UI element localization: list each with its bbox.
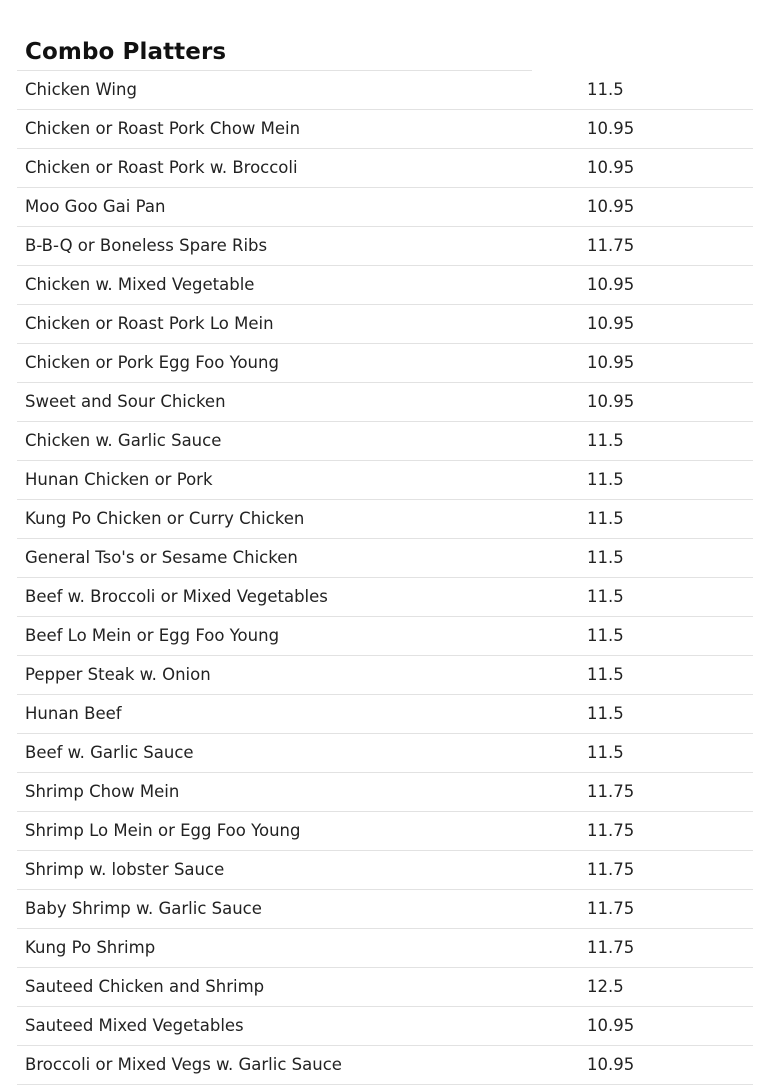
menu-item-row[interactable] (17, 422, 753, 461)
menu-item-row[interactable] (17, 968, 753, 1007)
menu-item-name: Hunan Beef (25, 704, 122, 723)
menu-item-price: 10.95 (587, 119, 635, 138)
menu-item-row[interactable] (17, 149, 753, 188)
menu-item-name: Chicken or Roast Pork Lo Mein (25, 314, 274, 333)
menu-item-row[interactable] (17, 1007, 753, 1046)
menu-item-row[interactable] (17, 188, 753, 227)
menu-item-row[interactable] (17, 344, 753, 383)
menu-item-price: 11.5 (587, 431, 624, 450)
menu-item-row[interactable] (17, 617, 753, 656)
menu-item-name: Sweet and Sour Chicken (25, 392, 226, 411)
menu-item-price: 11.5 (587, 587, 624, 606)
menu-item-price: 11.75 (587, 821, 635, 840)
menu-item-price: 11.75 (587, 860, 635, 879)
menu-item-price: 11.5 (587, 665, 624, 684)
menu-item-row[interactable] (17, 71, 753, 110)
menu-item-row[interactable] (17, 1046, 753, 1085)
menu-item-price: 10.95 (587, 353, 635, 372)
menu-item-name: Beef w. Broccoli or Mixed Vegetables (25, 587, 328, 606)
menu-item-price: 11.75 (587, 782, 635, 801)
menu-item-price: 12.5 (587, 977, 624, 996)
menu-item-name: Chicken or Roast Pork Chow Mein (25, 119, 301, 138)
menu-item-row[interactable] (17, 851, 753, 890)
menu-item-price: 11.5 (587, 80, 624, 99)
menu-item-name: Chicken or Pork Egg Foo Young (25, 353, 279, 372)
menu-item-row[interactable] (17, 539, 753, 578)
menu-item-row[interactable] (17, 734, 753, 773)
menu-item-price: 10.95 (587, 1016, 635, 1035)
menu-section-combo-platters (17, 0, 753, 1085)
menu-item-price: 11.5 (587, 704, 624, 723)
menu-item-row[interactable] (17, 461, 753, 500)
menu-item-name: Beef Lo Mein or Egg Foo Young (25, 626, 280, 645)
menu-item-row[interactable] (17, 266, 753, 305)
menu-item-name: Baby Shrimp w. Garlic Sauce (25, 899, 262, 918)
menu-item-price: 11.5 (587, 626, 624, 645)
menu-item-price: 11.75 (587, 236, 635, 255)
menu-item-name: General Tso's or Sesame Chicken (25, 548, 298, 567)
menu-item-price: 11.5 (587, 548, 624, 567)
menu-item-name: Shrimp w. lobster Sauce (25, 860, 225, 879)
menu-item-price: 11.75 (587, 938, 635, 957)
menu-item-name: Chicken Wing (25, 80, 137, 99)
menu-item-name: Pepper Steak w. Onion (25, 665, 211, 684)
menu-item-name: Hunan Chicken or Pork (25, 470, 213, 489)
menu-item-row[interactable] (17, 656, 753, 695)
menu-item-name: B-B-Q or Boneless Spare Ribs (25, 236, 268, 255)
menu-item-name: Beef w. Garlic Sauce (25, 743, 194, 762)
menu-item-price: 11.5 (587, 509, 624, 528)
menu-item-row[interactable] (17, 227, 753, 266)
menu-item-row[interactable] (17, 110, 753, 149)
menu-item-row[interactable] (17, 695, 753, 734)
menu-item-name: Chicken w. Garlic Sauce (25, 431, 222, 450)
menu-item-price: 10.95 (587, 1055, 635, 1074)
menu-item-name: Moo Goo Gai Pan (25, 197, 166, 216)
section-title: Combo Platters (25, 39, 227, 65)
menu-item-name: Sauteed Mixed Vegetables (25, 1016, 244, 1035)
menu-item-price: 10.95 (587, 275, 635, 294)
menu-item-price: 11.5 (587, 470, 624, 489)
menu-item-row[interactable] (17, 890, 753, 929)
menu-item-name: Chicken or Roast Pork w. Broccoli (25, 158, 298, 177)
menu-item-price: 11.5 (587, 743, 624, 762)
menu-item-price: 11.75 (587, 899, 635, 918)
menu-item-name: Shrimp Chow Mein (25, 782, 180, 801)
menu-item-name: Broccoli or Mixed Vegs w. Garlic Sauce (25, 1055, 342, 1074)
menu-item-row[interactable] (17, 383, 753, 422)
menu-item-name: Chicken w. Mixed Vegetable (25, 275, 255, 294)
menu-item-row[interactable] (17, 812, 753, 851)
menu-item-price: 10.95 (587, 158, 635, 177)
menu-item-row[interactable] (17, 500, 753, 539)
section-header (17, 0, 753, 71)
menu-item-row[interactable] (17, 773, 753, 812)
menu-item-row[interactable] (17, 929, 753, 968)
menu-item-price: 10.95 (587, 314, 635, 333)
menu-item-price: 10.95 (587, 392, 635, 411)
menu-item-name: Kung Po Chicken or Curry Chicken (25, 509, 305, 528)
menu-item-name: Kung Po Shrimp (25, 938, 156, 957)
menu-item-name: Sauteed Chicken and Shrimp (25, 977, 265, 996)
menu-item-row[interactable] (17, 305, 753, 344)
menu-item-list (17, 71, 753, 1085)
menu-item-row[interactable] (17, 578, 753, 617)
menu-item-name: Shrimp Lo Mein or Egg Foo Young (25, 821, 301, 840)
menu-item-price: 10.95 (587, 197, 635, 216)
